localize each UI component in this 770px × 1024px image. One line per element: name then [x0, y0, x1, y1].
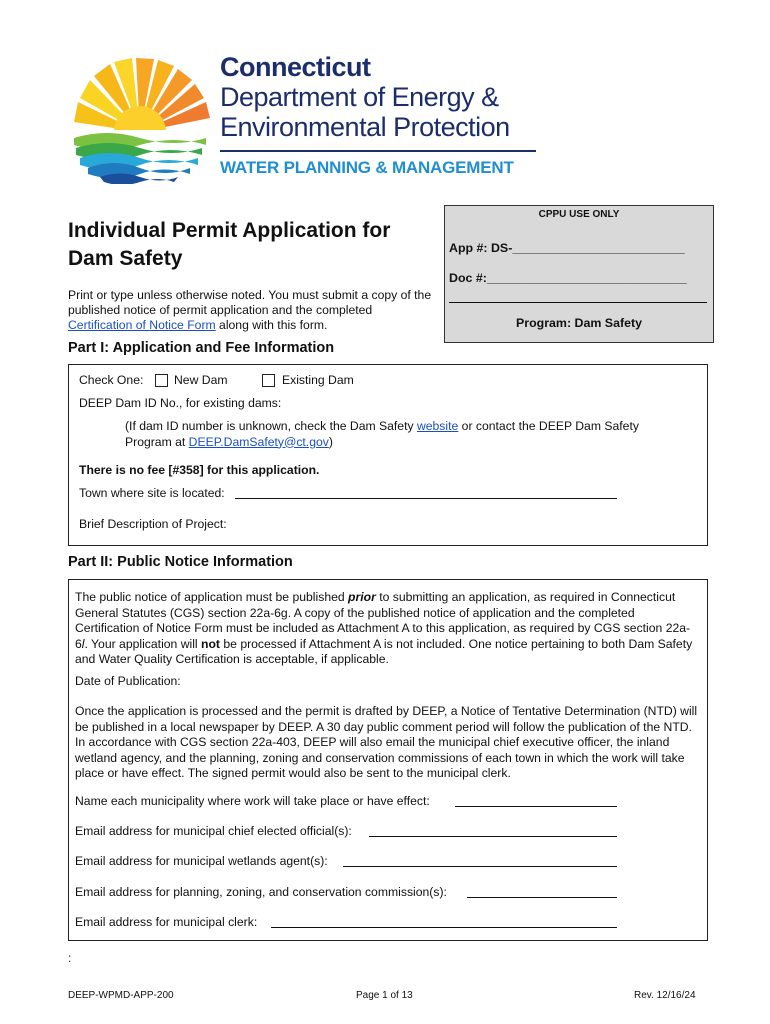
footer-form-id: DEEP-WPMD-APP-200: [68, 990, 174, 1001]
part2-heading: Part II: Public Notice Information: [68, 554, 293, 570]
brand-line-water-planning: WATER PLANNING & MANAGEMENT: [220, 158, 514, 177]
check-one-label: Check One:: [79, 373, 144, 387]
p1-l: l: [81, 636, 85, 651]
part2-box: [68, 579, 708, 941]
cppu-blank-line: [449, 302, 707, 303]
cppu-use-only-box: [444, 205, 714, 343]
page-title: [68, 217, 438, 273]
clerk-email-label: Email address for municipal clerk:: [75, 915, 258, 929]
part1-box: [68, 364, 708, 546]
existing-dam-label: Existing Dam: [282, 373, 354, 387]
commission-email-line[interactable]: [467, 897, 617, 898]
project-description-label: Brief Description of Project:: [79, 517, 227, 531]
p1-text-d: be processed if Attachment A is not included. One notice pertaining to both Dam Safety and Water Quality Certification is acceptable, if applicable.: [75, 636, 693, 666]
commission-email-label: Email address for planning, zoning, and conservation commission(s):: [75, 885, 447, 899]
part1-heading: Part I: Application and Fee Information: [68, 340, 335, 356]
existing-dam-checkbox[interactable]: [262, 374, 275, 387]
p1-text-b: to submitting an application, as required in Connecticut General Statutes (CGS) section 22a-6g. A copy of the published notice of application and the completed Certification of Notice Form must be included as Attachment A to this application, as required by CGS section 22a-6: [75, 590, 691, 651]
waves-icon: [66, 130, 212, 184]
publication-date-label: Date of Publication:: [75, 674, 181, 688]
intro-text-end: along with this form.: [215, 318, 328, 332]
ntd-paragraph: Once the application is processed and the permit is drafted by DEEP, a Notice of Tentative Determination (NTD) will be published in a local newspaper by DEEP. A 30 day public comment period will follow the publication of the NTD. In accordance with CGS section 22a-403, DEEP will also email the municipal chief executive officer, the inland wetland agency, and the planning, zoning and conservation commissions of each town in which the work will take place or have effect. The signed permit would also be sent to the municipal clerk.: [75, 704, 698, 780]
public-notice-paragraph: [75, 590, 701, 668]
cppu-heading: CPPU USE ONLY: [538, 209, 620, 220]
town-input-line[interactable]: [235, 498, 617, 499]
dam-id-note-text-3: Program at: [125, 434, 189, 449]
municipality-label: Name each municipality where work will take place or have effect:: [75, 794, 430, 808]
brand-divider: [220, 150, 536, 152]
dam-safety-website-link[interactable]: website: [416, 419, 459, 433]
intro-text: Print or type unless otherwise noted. You must submit a copy of the published notice of permit application and the completed: [68, 288, 432, 317]
footer-page-number: Page 1 of 13: [356, 990, 413, 1001]
p1-text-c: . Your application will: [84, 636, 202, 651]
fee-note: There is no fee [#358] for this application.: [79, 463, 320, 477]
title-line-1: Individual Permit Application for: [68, 219, 391, 242]
dam-id-label: DEEP Dam ID No., for existing dams:: [79, 396, 282, 410]
brand-line-department: Department of Energy &: [220, 82, 499, 112]
town-label: Town where site is located:: [79, 486, 225, 500]
wetlands-agent-email-label: Email address for municipal wetlands agent(s):: [75, 854, 328, 868]
brand-line-connecticut: Connecticut: [220, 52, 371, 82]
cppu-doc-number: Doc #:_____________________________: [449, 271, 687, 285]
cppu-program: Program: Dam Safety: [515, 316, 642, 330]
certification-of-notice-link[interactable]: Certification of Notice Form: [68, 318, 216, 332]
stray-colon: :: [68, 951, 72, 965]
clerk-email-line[interactable]: [271, 927, 617, 928]
dam-safety-email-link[interactable]: DEEP.DamSafety@ct.gov: [188, 434, 329, 449]
dam-id-note-text-2: or contact the DEEP Dam Safety: [458, 419, 639, 433]
chief-official-email-label: Email address for municipal chief elected official(s):: [75, 824, 352, 838]
chief-official-email-line[interactable]: [369, 836, 617, 837]
p1-text-a: The public notice of application must be published: [75, 590, 349, 604]
ct-deep-logo: [66, 44, 212, 184]
dam-id-note-text-4: ): [328, 434, 333, 449]
check-one-row: [79, 373, 143, 389]
brand-line-environmental: Environmental Protection: [220, 112, 510, 142]
dam-id-note: [125, 419, 695, 450]
title-line-2: Dam Safety: [68, 247, 183, 270]
intro-paragraph: [68, 288, 438, 333]
dam-id-note-text: (If dam ID number is unknown, check the Dam Safety: [125, 419, 417, 433]
footer-revision: Rev. 12/16/24: [634, 990, 696, 1001]
new-dam-label: New Dam: [174, 373, 228, 387]
new-dam-checkbox[interactable]: [155, 374, 168, 387]
cppu-app-number: App #: DS-_________________________: [449, 241, 685, 255]
p1-prior: prior: [348, 590, 376, 604]
wetlands-agent-email-line[interactable]: [343, 866, 617, 867]
municipality-input-line[interactable]: [455, 806, 617, 807]
p1-not: not: [201, 636, 220, 651]
